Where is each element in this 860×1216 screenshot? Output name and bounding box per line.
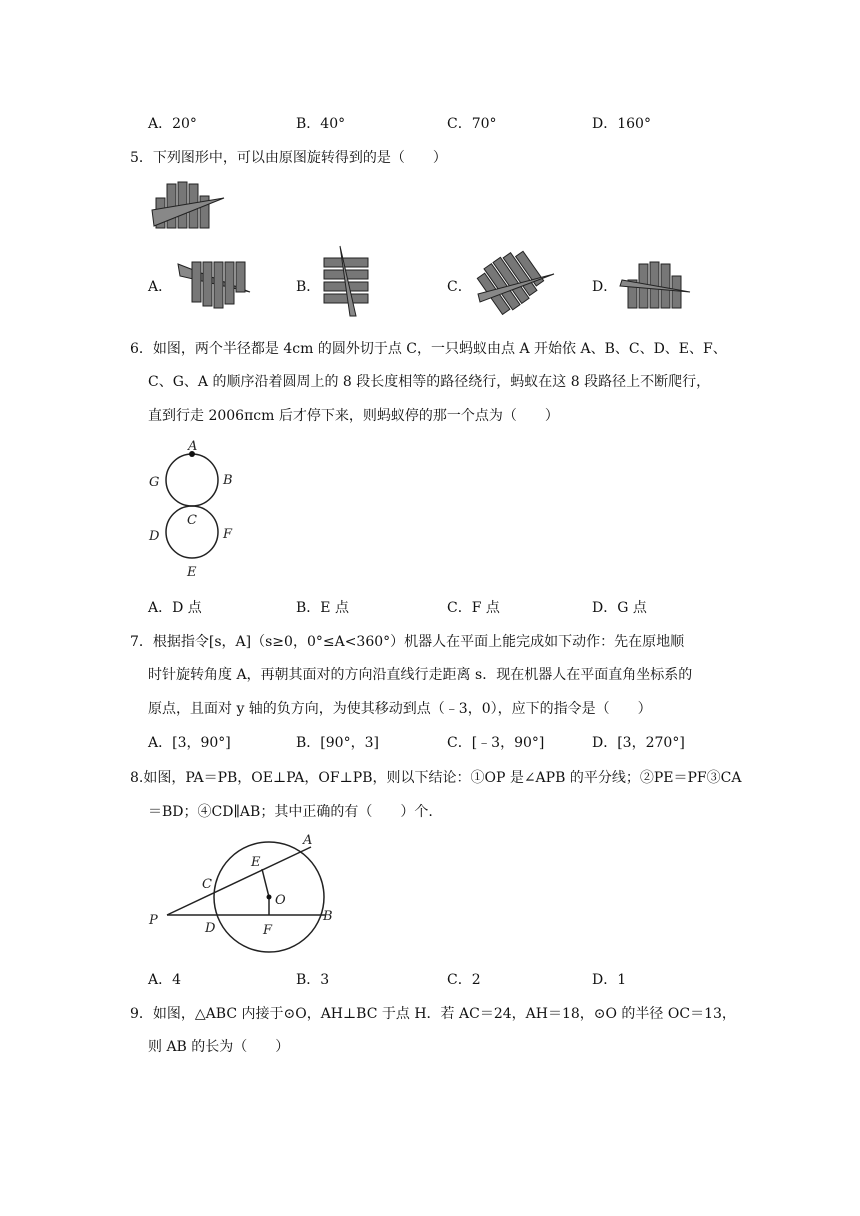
q5-option-b-label: B． [296, 279, 321, 295]
q5-stem: 5．下列图形中，可以由原图旋转得到的是（ ） [130, 150, 447, 166]
q6-option-a: A．D 点 [148, 600, 202, 616]
q6-label-d: D [149, 529, 160, 544]
q8-label-e: E [251, 855, 261, 870]
q8-label-b: B [323, 909, 333, 924]
q8-label-c: C [202, 877, 212, 892]
q7-option-d: D．[3，270°] [592, 735, 685, 751]
q5-original-figure [150, 180, 230, 230]
q7-stem-line3: 原点，且面对 y 轴的负方向，为使其移动到点（﹣3，0），应下的指令是（ ） [148, 701, 652, 717]
q6-option-b: B．E 点 [296, 600, 349, 616]
q7-stem-line2: 时针旋转角度 A，再朝其面对的方向沿直线行走距离 s．现在机器人在平面直角坐标系的 [148, 667, 693, 683]
q7-option-c: C．[﹣3，90°] [447, 735, 545, 751]
q5-option-d-label: D． [592, 279, 618, 295]
q5-option-a-label: A． [148, 279, 173, 295]
q6-option-c: C．F 点 [447, 600, 500, 616]
q4-option-d: D．160° [592, 116, 651, 132]
q8-label-o: O [275, 893, 286, 908]
q8-stem-line2: ＝BD；④CD∥AB；其中正确的有（ ）个. [148, 804, 433, 820]
q8-option-c: C．2 [447, 972, 481, 988]
q8-circle-figure [145, 830, 345, 960]
q5-option-c-figure [470, 252, 560, 312]
q5-option-b-figure [320, 246, 380, 326]
q6-label-g: G [149, 475, 160, 490]
q5-option-d-figure [618, 260, 698, 310]
q6-label-c: C [187, 513, 197, 528]
q9-stem-line1: 9．如图，△ABC 内接于⊙O，AH⊥BC 于点 H．若 AC＝24，AH＝18，⊙O 的半径 OC＝13， [130, 1006, 736, 1022]
q6-stem-line1: 6．如图，两个半径都是 4cm 的圆外切于点 C，一只蚂蚁由点 A 开始依 A、B、C、D、E、F、 [130, 341, 727, 357]
q6-label-f: F [223, 527, 233, 542]
q8-label-p: P [149, 913, 158, 928]
q8-option-d: D．1 [592, 972, 627, 988]
q8-option-a: A．4 [148, 972, 182, 988]
q8-stem-line1: 8.如图，PA＝PB，OE⊥PA，OF⊥PB，则以下结论：①OP 是∠APB 的平分线；②PE＝PF③CA [130, 770, 742, 786]
q4-option-a: A．20° [148, 116, 197, 132]
q8-label-d: D [205, 921, 216, 936]
q6-label-e: E [187, 565, 197, 580]
q6-option-d: D．G 点 [592, 600, 647, 616]
q4-option-c: C．70° [447, 116, 497, 132]
q6-stem-line2: C、G、A 的顺序沿着圆周上的 8 段长度相等的路径绕行，蚂蚁在这 8 段路径上不断爬行， [148, 374, 711, 390]
q6-circles-figure [145, 440, 245, 585]
q4-option-b: B．40° [296, 116, 346, 132]
q6-label-b: B [223, 473, 233, 488]
q7-stem-line1: 7．根据指令[s，A]（s≥0，0°≤A<360°）机器人在平面上能完成如下动作：先在原地顺 [130, 634, 685, 650]
q7-option-b: B．[90°，3] [296, 735, 379, 751]
q5-option-c-label: C． [447, 279, 472, 295]
q6-label-a: A [188, 439, 198, 454]
q8-option-b: B．3 [296, 972, 330, 988]
q9-stem-line2: 则 AB 的长为（ ） [148, 1039, 290, 1055]
q6-stem-line3: 直到行走 2006πcm 后才停下来，则蚂蚁停的那一个点为（ ） [148, 408, 559, 424]
q8-label-a: A [303, 833, 313, 848]
q7-option-a: A．[3，90°] [148, 735, 231, 751]
q5-option-a-figure [176, 258, 256, 308]
q8-label-f: F [263, 923, 273, 938]
